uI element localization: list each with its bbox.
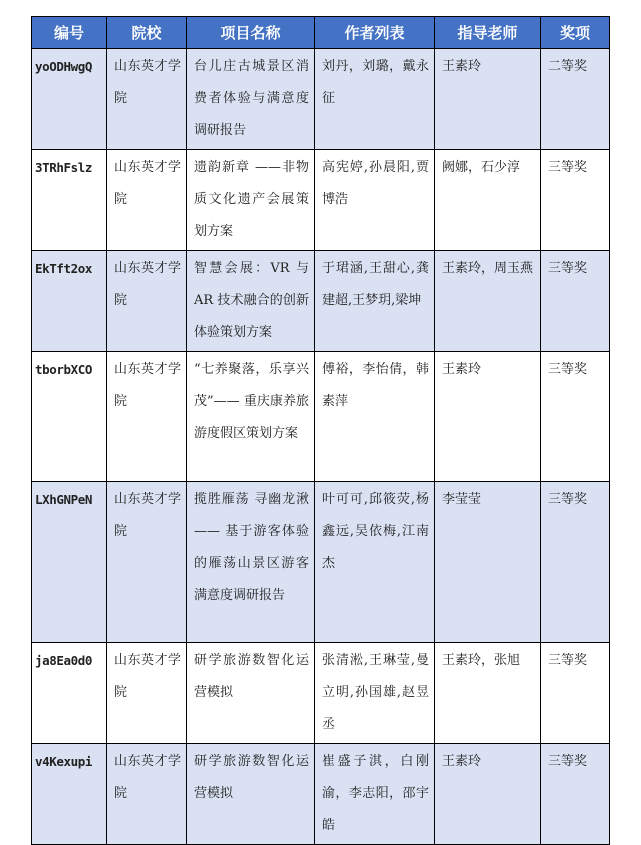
table-row [32, 251, 610, 352]
cell-authors: 崔盛子淇，白刚渝，李志阳，邵宇皓 [315, 744, 435, 845]
cell-award: 三等奖 [541, 482, 610, 643]
cell-advisor: 阙娜，石少淳 [435, 150, 541, 251]
cell-project: 遗韵新章 ——非物质文化遗产会展策划方案 [187, 150, 315, 251]
table-row [32, 352, 610, 482]
header-school: 院校 [107, 17, 187, 49]
header-advisor: 指导老师 [435, 17, 541, 49]
cell-advisor: 王素玲 [435, 744, 541, 845]
cell-award: 二等奖 [541, 49, 610, 150]
cell-code: ja8Ea0d0 [32, 643, 107, 744]
cell-school: 山东英才学院 [107, 150, 187, 251]
cell-award: 三等奖 [541, 150, 610, 251]
cell-advisor: 王素玲，周玉燕 [435, 251, 541, 352]
cell-project: 揽胜雁荡 寻幽龙湫 —— 基于游客体验的雁荡山景区游客满意度调研报告 [187, 482, 315, 643]
cell-project: 台儿庄古城景区消费者体验与满意度调研报告 [187, 49, 315, 150]
cell-authors: 刘丹，刘璐，戴永征 [315, 49, 435, 150]
cell-code: EkTft2ox [32, 251, 107, 352]
cell-code: tborbXCO [32, 352, 107, 482]
cell-advisor: 李莹莹 [435, 482, 541, 643]
cell-authors: 高宪婷,孙晨阳,贾博浩 [315, 150, 435, 251]
cell-authors: 张清淞,王琳莹,曼立明,孙国雄,赵昱丞 [315, 643, 435, 744]
cell-project: “七养聚落，乐享兴茂”—— 重庆康养旅游度假区策划方案 [187, 352, 315, 482]
cell-award: 三等奖 [541, 251, 610, 352]
cell-school: 山东英才学院 [107, 251, 187, 352]
cell-code: v4Kexupi [32, 744, 107, 845]
cell-code: 3TRhFslz [32, 150, 107, 251]
header-award: 奖项 [541, 17, 610, 49]
cell-authors: 于珺涵,王甜心,龚建超,王梦玥,梁坤 [315, 251, 435, 352]
table-row [32, 744, 610, 845]
table-row [32, 482, 610, 643]
cell-code: LXhGNPeN [32, 482, 107, 643]
header-project: 项目名称 [187, 17, 315, 49]
cell-authors: 傅裕，李怡倩，韩素萍 [315, 352, 435, 482]
cell-school: 山东英才学院 [107, 49, 187, 150]
table-row [32, 150, 610, 251]
table-header [32, 17, 610, 49]
cell-project: 研学旅游数智化运营模拟 [187, 744, 315, 845]
cell-school: 山东英才学院 [107, 352, 187, 482]
table-row [32, 643, 610, 744]
cell-authors: 叶可可,邱筱荧,杨鑫远,吴依梅,江南杰 [315, 482, 435, 643]
cell-project: 研学旅游数智化运营模拟 [187, 643, 315, 744]
header-row [32, 17, 610, 49]
header-authors: 作者列表 [315, 17, 435, 49]
cell-code: yoODHwgQ [32, 49, 107, 150]
cell-school: 山东英才学院 [107, 643, 187, 744]
cell-award: 三等奖 [541, 352, 610, 482]
cell-project: 智慧会展：VR 与 AR 技术融合的创新体验策划方案 [187, 251, 315, 352]
cell-advisor: 王素玲，张旭 [435, 643, 541, 744]
header-code: 编号 [32, 17, 107, 49]
table-body [32, 49, 610, 845]
cell-award: 三等奖 [541, 744, 610, 845]
cell-advisor: 王素玲 [435, 49, 541, 150]
awards-table [31, 16, 610, 845]
cell-award: 三等奖 [541, 643, 610, 744]
cell-school: 山东英才学院 [107, 482, 187, 643]
table-row [32, 49, 610, 150]
cell-school: 山东英才学院 [107, 744, 187, 845]
cell-advisor: 王素玲 [435, 352, 541, 482]
